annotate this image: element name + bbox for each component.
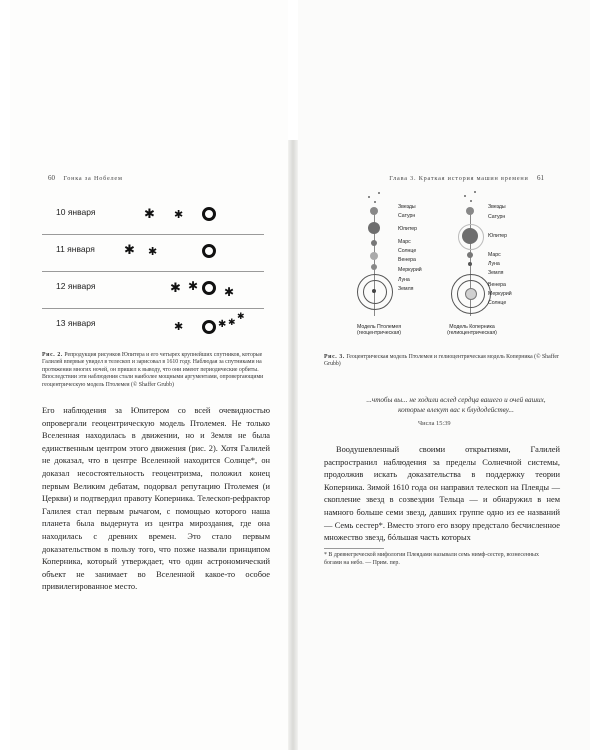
planet-label: Земля <box>398 286 414 292</box>
planet-label: Венера <box>488 282 506 288</box>
star-dot <box>374 201 376 203</box>
caption-text: Репродукция рисунков Юпитера и его четырех крупнейших спутников, которые Галилей впервые увидел в телескоп и зарисовал в 1610 году. Наблюдая за спутниками на протяжении многих ночей, он пришел к выводу, что они имеют периодические орбиты. Впоследствии эти наблюдения стали наиболее мощными аргументами, опровергающими геоцентрическую модель Птолемея (© Shaffer Grubb) <box>42 352 264 388</box>
date-label: 11 января <box>56 244 95 254</box>
right-page <box>298 0 590 750</box>
planet-label: Солнце <box>488 300 507 306</box>
planet-label: Звезды <box>488 204 506 210</box>
jupiter-row <box>42 272 264 309</box>
moon-icon: ✱ <box>170 281 181 296</box>
moon-icon: ✱ <box>228 318 236 328</box>
jupiter-moons-figure <box>42 198 264 345</box>
planet-label: Меркурий <box>398 267 422 273</box>
jupiter-icon <box>202 244 216 258</box>
planet-label: Юпитер <box>488 233 508 239</box>
footnote-divider <box>324 548 384 549</box>
planet-label: Луна <box>398 277 410 283</box>
copernicus-model-caption: Модель Коперника (гелиоцентрическая) <box>447 324 497 337</box>
solar-models-figure <box>338 190 538 348</box>
mars-icon <box>371 240 377 246</box>
star-dot <box>474 191 476 193</box>
date-label: 10 января <box>56 207 96 217</box>
ptolemy-model-caption: Модель Птолемея (геоцентрическая) <box>356 324 402 337</box>
planet-label: Венера <box>398 257 416 263</box>
planet-label: Сатурн <box>398 213 416 219</box>
jupiter-icon <box>202 207 216 221</box>
caption-label: Рис. 3. <box>324 354 345 360</box>
left-running-head <box>42 174 123 182</box>
right-running-title: Глава 3. Краткая история машин времени <box>389 175 529 182</box>
jupiter-icon <box>202 281 216 295</box>
star-dot <box>464 195 466 197</box>
mars-icon <box>467 252 473 258</box>
date-label: 13 января <box>56 318 96 328</box>
right-body-text: Воодушевленный своими открытиями, Галилей распространил наблюдения за пределы Солнечной системы, продолжив искать доказательства в поддержку теории Коперника. Зимой 1610 года он направил телескоп на Плеяды — скопление звезд в созвездии Тельца — и обнаружил в нем намного больше семи звезд, давших группе одно из ее названий — Семь сестер*. Вместо этого его взору предстало бесчисленное множество звезд, бóльшая часть которых <box>324 445 560 543</box>
jupiter-row <box>42 309 264 345</box>
right-page-number: 61 <box>537 174 544 182</box>
star-dot <box>378 192 380 194</box>
epigraph: ...чтобы вы... не ходили вслед сердца вашего и очей ваших, которые влекут вас к блудодейству... <box>366 396 546 414</box>
jupiter-icon <box>368 222 380 234</box>
footnote: * В древнегреческой мифологии Плеядами называли семь нимф-сестер, вознесенных богами на небо. — Прим. пер. <box>324 552 539 566</box>
moon-icon: ✱ <box>124 243 135 258</box>
right-running-head <box>389 174 550 182</box>
figure-3-caption <box>324 354 560 369</box>
star-dot <box>368 196 370 198</box>
planet-label: Солнце <box>398 248 417 254</box>
jupiter-row <box>42 235 264 272</box>
left-running-title: Гонка за Нобелем <box>63 175 123 182</box>
jupiter-icon <box>202 320 216 334</box>
planet-label: Земля <box>488 270 504 276</box>
caption-text: Геоцентрическая модель Птолемея и гелиоцентрическая модель Коперника (© Shaffer Grubb) <box>324 354 559 368</box>
sun-icon <box>465 288 477 300</box>
planet-label: Марс <box>488 252 501 258</box>
saturn-icon <box>370 207 378 215</box>
planet-label: Луна <box>488 261 500 267</box>
book-gutter <box>288 140 298 750</box>
earth-icon <box>372 289 376 293</box>
planet-label: Меркурий <box>488 291 512 297</box>
jupiter-icon <box>462 228 478 244</box>
saturn-icon <box>466 207 474 215</box>
planet-label: Звезды <box>398 204 416 210</box>
left-body-text: Его наблюдения за Юпитером со всей очевидностью опровергали геоцентрическую модель Птолемея. Не только Вселенная находилась в движении, но и Земля не была единственным центром этого движения (рис. 2). Хотя Галилей не доказал, что в центре Вселенной находится Солнце*, он доказал несостоятельность геоцентризма, положил конец первым Великим дебатам, подорвал репутацию Птолемея (и Церкви) и подтвердил правоту Коперника. Телескоп-рефрактор Галилея стал первым рычагом, с помощью которого наша планета была выдернута из центра мироздания, где она находилась с древних времен. Это стало первым доказательством в пользу того, что позже назвали принципом Коперника, который утверждает, что один астрономический объект не занимает во Вселенной какое-то особое привилегированное место. <box>42 406 270 592</box>
sun-icon <box>370 252 378 260</box>
left-page-number: 60 <box>48 174 55 182</box>
jupiter-row <box>42 198 264 235</box>
planet-label: Марс <box>398 239 411 245</box>
moon-icon: ✱ <box>144 207 155 222</box>
moon-icon <box>468 262 472 266</box>
moon-icon: ✱ <box>218 319 227 330</box>
moon-icon: ✱ <box>148 245 158 258</box>
epigraph-source: Числа 15:39 <box>418 420 451 427</box>
star-dot <box>470 200 472 202</box>
moon-icon: ✱ <box>174 208 184 221</box>
planet-label: Юпитер <box>398 226 418 232</box>
moon-icon: ✱ <box>224 285 235 299</box>
moon-icon: ✱ <box>188 279 199 293</box>
planet-label: Сатурн <box>488 214 506 220</box>
moon-icon: ✱ <box>174 320 184 333</box>
figure-2-caption <box>42 352 268 389</box>
date-label: 12 января <box>56 281 96 291</box>
caption-label: Рис. 2. <box>42 352 63 358</box>
venus-icon <box>371 264 377 270</box>
moon-icon: ✱ <box>237 312 245 322</box>
